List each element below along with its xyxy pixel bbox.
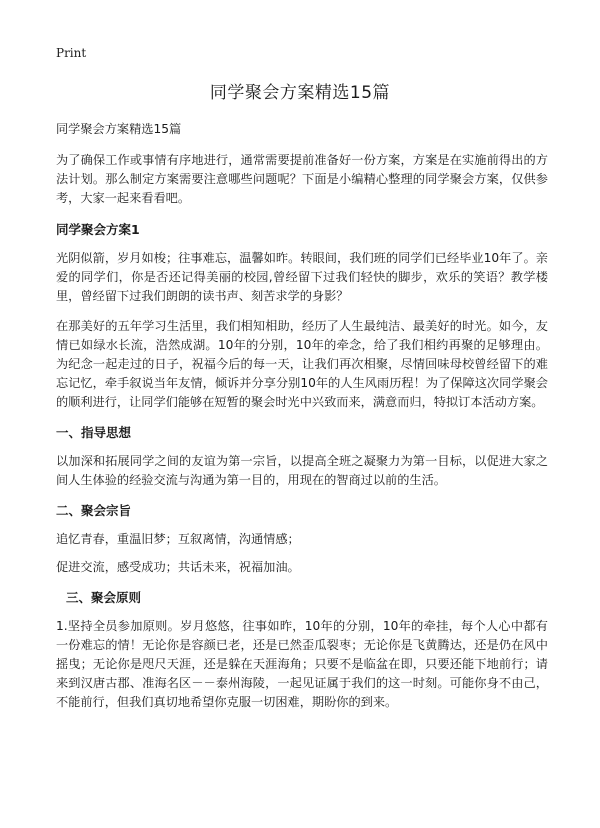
paragraph-principles: 1.坚持全员参加原则。岁月悠悠，往事如昨，10年的分别，10年的牵挂，每个人心中都有一份难忘的情！无论你是容颜已老，还是已然歪瓜裂枣；无论你是飞黄腾达，还是仍在风中摇曳；无论你是咫尺天涯，还是躲在天涯海角；只要不是临盆在即，只要还能下地前行；请来到汉唐古郡、准海名区－－泰州海陵，一起见证属于我们的这一时刻。可能你身不由己，不能前行，但我们真切地希望你克服一切困难，期盼你的到来。	[56, 619, 548, 709]
article-subtitle: 同学聚会方案精选15篇	[56, 122, 182, 136]
paragraph-guiding-ideology: 以加深和拓展同学之间的友谊为第一宗旨，以提高全班之凝聚力为第一目标，以促进大家之间人生体验的经验交流与沟通为第一目的，用现在的智商过以前的生活。	[56, 454, 548, 487]
paragraph-background: 在那美好的五年学习生活里，我们相知相助，经历了人生最纯洁、最美好的时光。如今，友情已如绿水长流，浩然成湖。10年的分别，10年的牵念，给了我们相约再聚的足够理由。为纪念一起走过的日子，祝福今后的每一天，让我们再次相聚，尽情回味母校曾经留下的难忘记忆，牵手叙说当年友情，倾诉并分享分别10年的人生风雨历程！为了保障这次同学聚会的顺利进行，让同学们能够在短暂的聚会时光中兴致而来，满意而归，特拟订本活动方案。	[56, 319, 548, 409]
print-link[interactable]: Print	[56, 46, 87, 60]
page-title: 同学聚会方案精选15篇	[209, 83, 391, 103]
paragraph-opening: 光阴似箭，岁月如梭；往事难忘，温馨如昨。转眼间，我们班的同学们已经毕业10年了。亲爱的同学们，你是否还记得美丽的校园,曾经留下过我们轻快的脚步，欢乐的笑语？教学楼里，曾经留下过我们朗朗的读书声、刻苦求学的身影？	[56, 251, 548, 303]
section-heading-plan-1: 同学聚会方案1	[56, 222, 140, 237]
intro-paragraph: 为了确保工作或事情有序地进行，通常需要提前准备好一份方案，方案是在实施前得出的方法计划。那么制定方案需要注意哪些问题呢？下面是小编精心整理的同学聚会方案，仅供参考，大家一起来看看吧。	[56, 153, 548, 205]
paragraph-purpose-1: 追忆青春，重温旧梦；互叙离情，沟通情感；	[56, 532, 300, 546]
heading-purpose: 二、聚会宗旨	[56, 503, 132, 518]
heading-guiding-ideology: 一、指导思想	[56, 425, 132, 440]
article-body	[56, 120, 548, 723]
heading-principles: 三、聚会原则	[66, 590, 142, 605]
paragraph-purpose-2: 促进交流，感受成功；共话未来，祝福加油。	[56, 560, 300, 574]
